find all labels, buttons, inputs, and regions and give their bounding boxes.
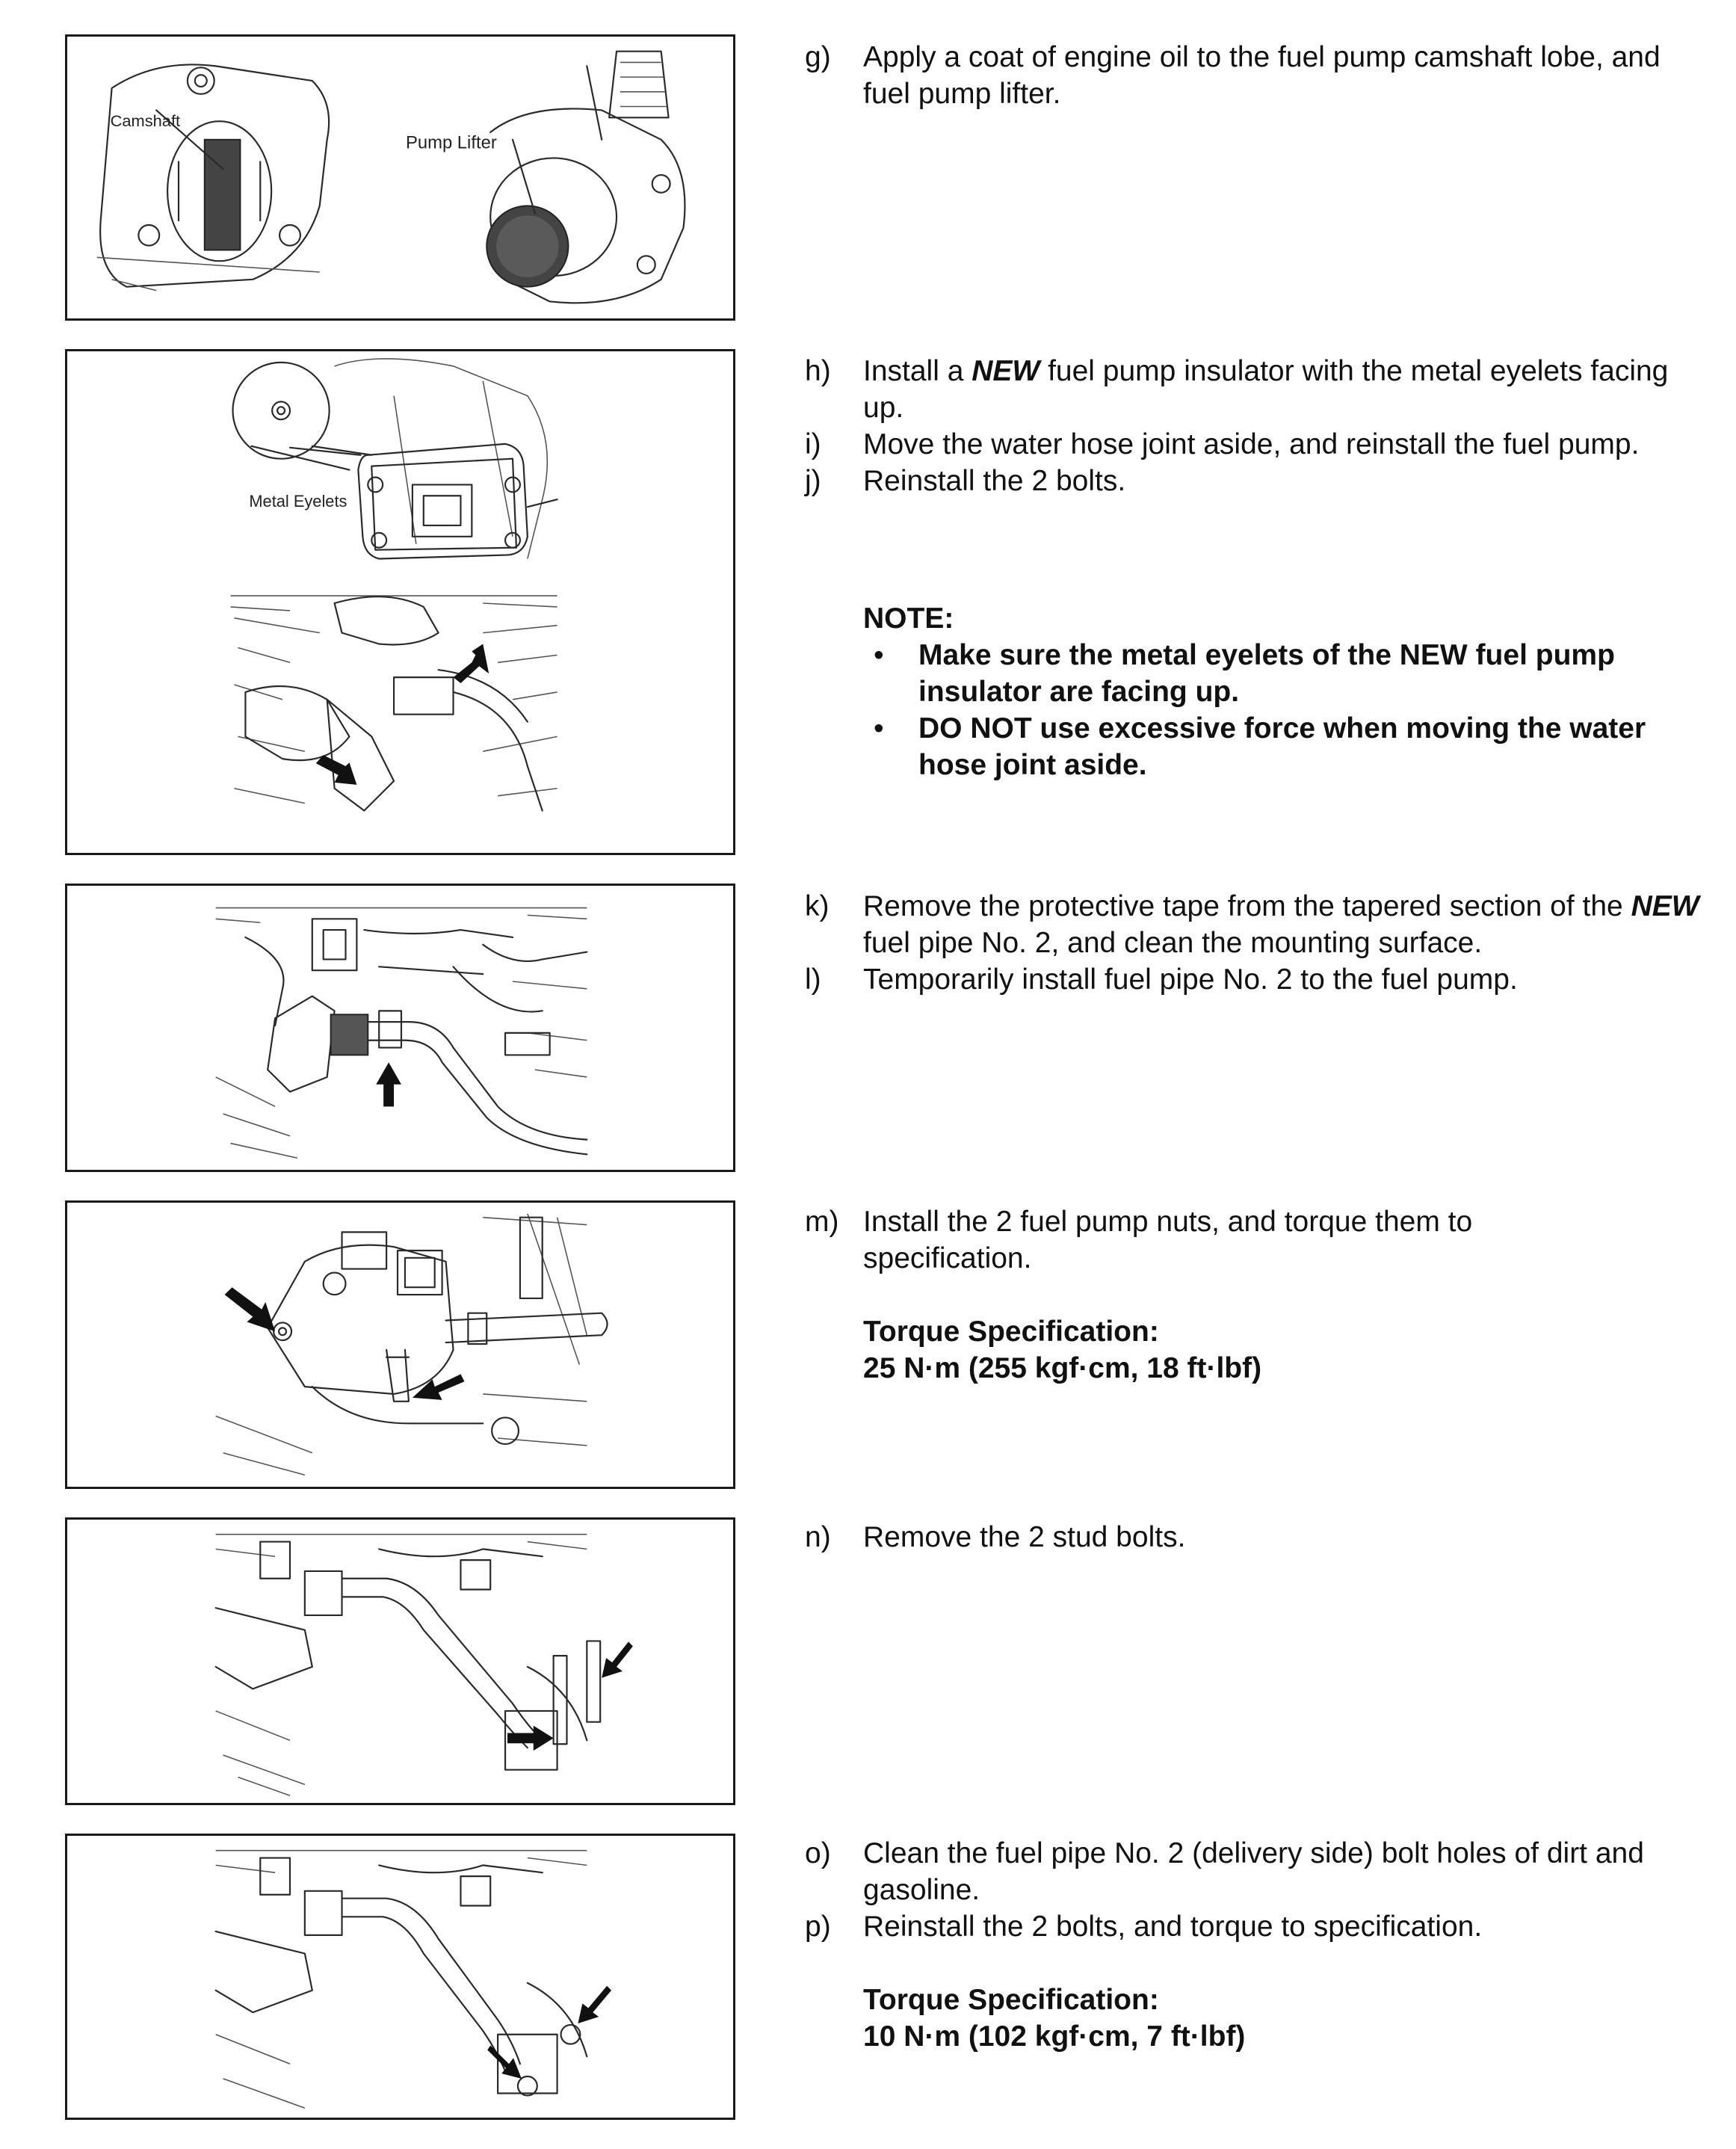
note-bullet <box>805 710 1702 783</box>
step-h <box>805 353 1702 426</box>
step-text-pre: Remove the protective tape from the tapered section of the <box>863 890 1631 922</box>
figure-insulator-and-pump-install <box>65 349 735 855</box>
note-bullet <box>805 637 1702 710</box>
step-marker: l) <box>805 963 821 996</box>
note-bullet-text: Make sure the metal eyelets of the NEW fuel pump insulator are facing up. <box>918 639 1615 708</box>
step-text: Reinstall the 2 bolts. <box>863 465 1126 497</box>
step-marker: j) <box>805 465 821 497</box>
step-text: Apply a coat of engine oil to the fuel pump camshaft lobe, and fuel pump lifter. <box>863 41 1661 110</box>
step-j <box>805 463 1702 499</box>
step-g <box>805 39 1702 112</box>
step-text: Temporarily install fuel pipe No. 2 to the fuel pump. <box>863 963 1518 996</box>
step-p <box>805 1908 1702 1945</box>
torque-value: 25 N·m (255 kgf·cm, 18 ft·lbf) <box>863 1352 1262 1384</box>
step-marker: n) <box>805 1521 831 1553</box>
torque-spec <box>805 1313 1702 1387</box>
step-text: Clean the fuel pipe No. 2 (delivery side) bolt holes of dirt and gasoline. <box>863 1837 1644 1906</box>
bullet-icon: • <box>874 639 884 671</box>
step-h-j-block <box>805 353 1702 499</box>
step-marker: g) <box>805 41 831 73</box>
step-text: Reinstall the 2 bolts, and torque to specification. <box>863 1911 1483 1943</box>
step-marker: m) <box>805 1206 839 1238</box>
figure-fuel-pipe-install <box>65 884 735 1172</box>
step-text: Remove the 2 stud bolts. <box>863 1521 1186 1553</box>
step-k-l-block <box>805 888 1702 998</box>
step-text: Install the 2 fuel pump nuts, and torque them to specification. <box>863 1206 1473 1274</box>
torque-spec <box>805 1982 1702 2055</box>
step-text-pre: Install a <box>863 355 972 387</box>
step-i <box>805 426 1702 463</box>
metal-eyelets-label: Metal Eyelets <box>249 492 347 511</box>
step-o <box>805 1835 1702 1908</box>
step-l <box>805 961 1702 998</box>
step-text: Move the water hose joint aside, and reinstall the fuel pump. <box>863 428 1640 460</box>
step-text-post: fuel pump insulator with the metal eyelets facing up. <box>863 355 1669 424</box>
step-emphasis-new: NEW <box>972 355 1040 387</box>
step-text-post: fuel pipe No. 2, and clean the mounting surface. <box>863 927 1483 959</box>
figure-camshaft-and-lifter <box>65 34 735 321</box>
step-g-block <box>805 39 1702 112</box>
step-marker: k) <box>805 890 830 922</box>
torque-value: 10 N·m (102 kgf·cm, 7 ft·lbf) <box>863 2020 1246 2053</box>
step-marker: o) <box>805 1837 831 1869</box>
bullet-icon: • <box>874 712 884 744</box>
camshaft-label: Camshaft <box>110 111 181 131</box>
figure-remove-stud-bolts <box>65 1517 735 1805</box>
torque-heading: Torque Specification: <box>863 1984 1159 2016</box>
step-marker: h) <box>805 355 831 387</box>
note-block <box>805 600 1702 783</box>
figure-pump-nuts-torque <box>65 1200 735 1489</box>
step-m-block <box>805 1203 1702 1387</box>
pump-lifter-label: Pump Lifter <box>405 133 497 153</box>
step-emphasis-new: NEW <box>1631 890 1699 922</box>
step-m <box>805 1203 1581 1277</box>
step-marker: i) <box>805 428 821 460</box>
step-n-block <box>805 1519 1702 1556</box>
note-bullet-text: DO NOT use excessive force when moving the water hose joint aside. <box>918 712 1646 781</box>
step-n <box>805 1519 1702 1556</box>
torque-heading: Torque Specification: <box>863 1316 1159 1348</box>
note-heading: NOTE: <box>863 602 954 635</box>
step-o-p-block <box>805 1835 1702 2055</box>
figure-reinstall-bolts <box>65 1834 735 2120</box>
step-k <box>805 888 1702 961</box>
step-marker: p) <box>805 1911 831 1943</box>
